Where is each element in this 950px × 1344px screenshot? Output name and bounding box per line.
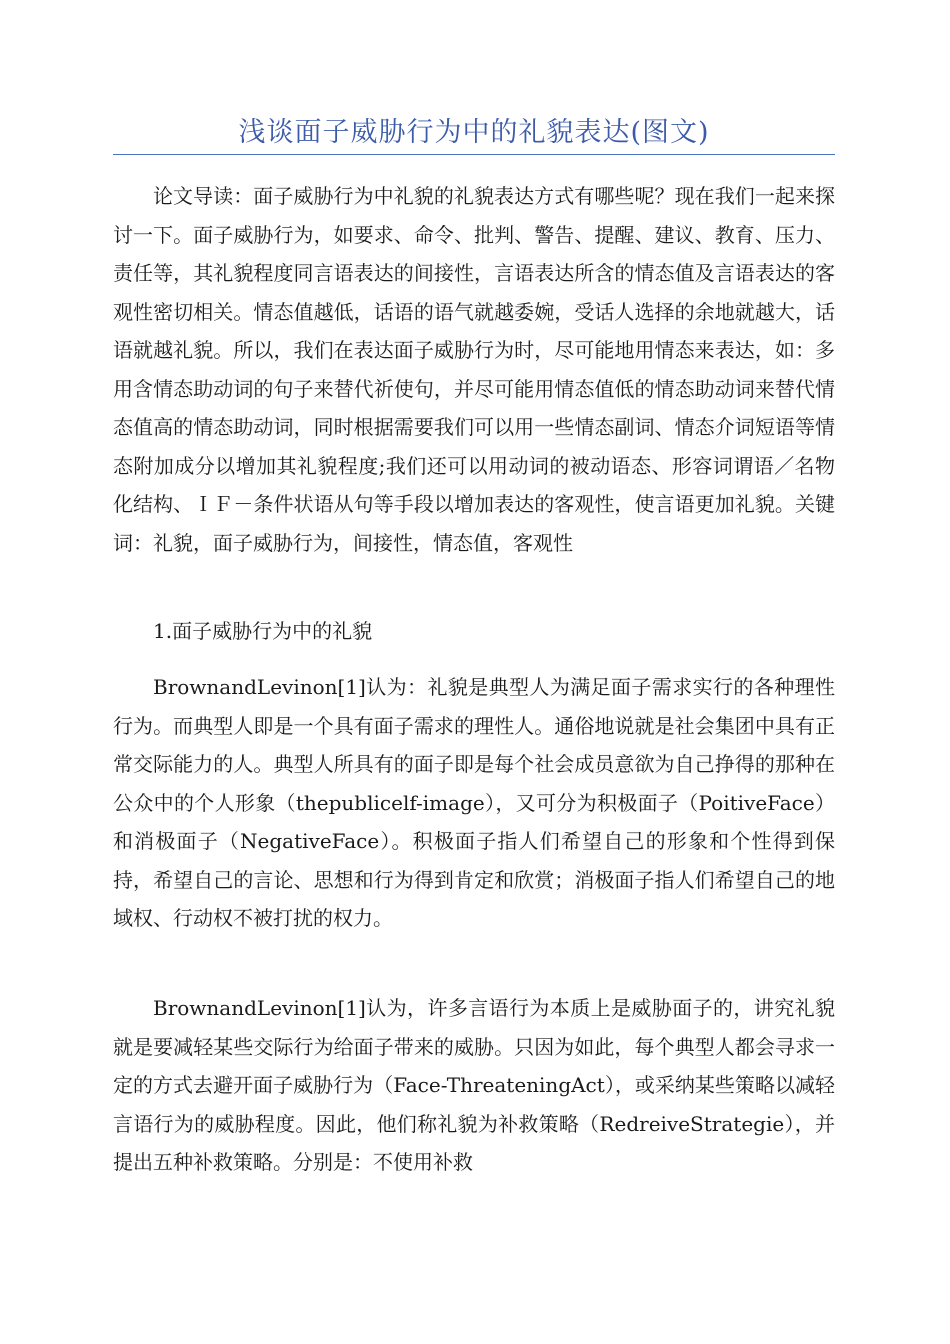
abstract-paragraph: 论文导读：面子威胁行为中礼貌的礼貌表达方式有哪些呢？现在我们一起来探讨一下。面子威胁行为，如要求、命令、批判、警告、提醒、建议、教育、压力、责任等，其礼貌程度同言语表达的间接性，言语表达所含的情态值及言语表达的客观性密切相关。情态值越低，话语的语气就越委婉，受话人选择的余地就越大，话语就越礼貌。所以，我们在表达面子威胁行为时，尽可能地用情态来表达，如：多用含情态助动词的句子来替代祈使句，并尽可能用情态值低的情态助动词来替代情态值高的情态助动词，同时根据需要我们可以用一些情态副词、情态介词短语等情态附加成分以增加其礼貌程度;我们还可以用动词的被动语态、形容词谓语／名物化结构、ＩＦ－条件状语从句等手段以增加表达的客观性，使言语更加礼貌。关键词：礼貌，面子威胁行为，间接性，情态值，客观性 [113, 184, 835, 555]
body-paragraph: BrownandLevinon[1]认为，许多言语行为本质上是威胁面子的，讲究礼貌就是要减轻某些交际行为给面子带来的威胁。只因为如此，每个典型人都会寻求一定的方式去避开面子威胁行为（Face-ThreateningAct），或采纳某些策略以减轻言语行为的威胁程度。因此，他们称礼貌为补救策略（RedreiveStrategie），并提出五种补救策略。分别是：不使用补救 [113, 996, 835, 1174]
section-heading: 1.面子威胁行为中的礼貌 [153, 619, 373, 643]
title-underline [113, 154, 835, 155]
body-paragraph: BrownandLevinon[1]认为：礼貌是典型人为满足面子需求实行的各种理性行为。而典型人即是一个具有面子需求的理性人。通俗地说就是社会集团中具有正常交际能力的人。典型人所具有的面子即是每个社会成员意欲为自己挣得的那种在公众中的个人形象（thepublicelf-image），又可分为积极面子（PoitiveFace）和消极面子（NegativeFace）。积极面子指人们希望自己的形象和个性得到保持，希望自己的言论、思想和行为得到肯定和欣赏；消极面子指人们希望自己的地域权、行动权不被打扰的权力。 [113, 675, 835, 930]
document-title: 浅谈面子威胁行为中的礼貌表达(图文) [238, 117, 710, 148]
